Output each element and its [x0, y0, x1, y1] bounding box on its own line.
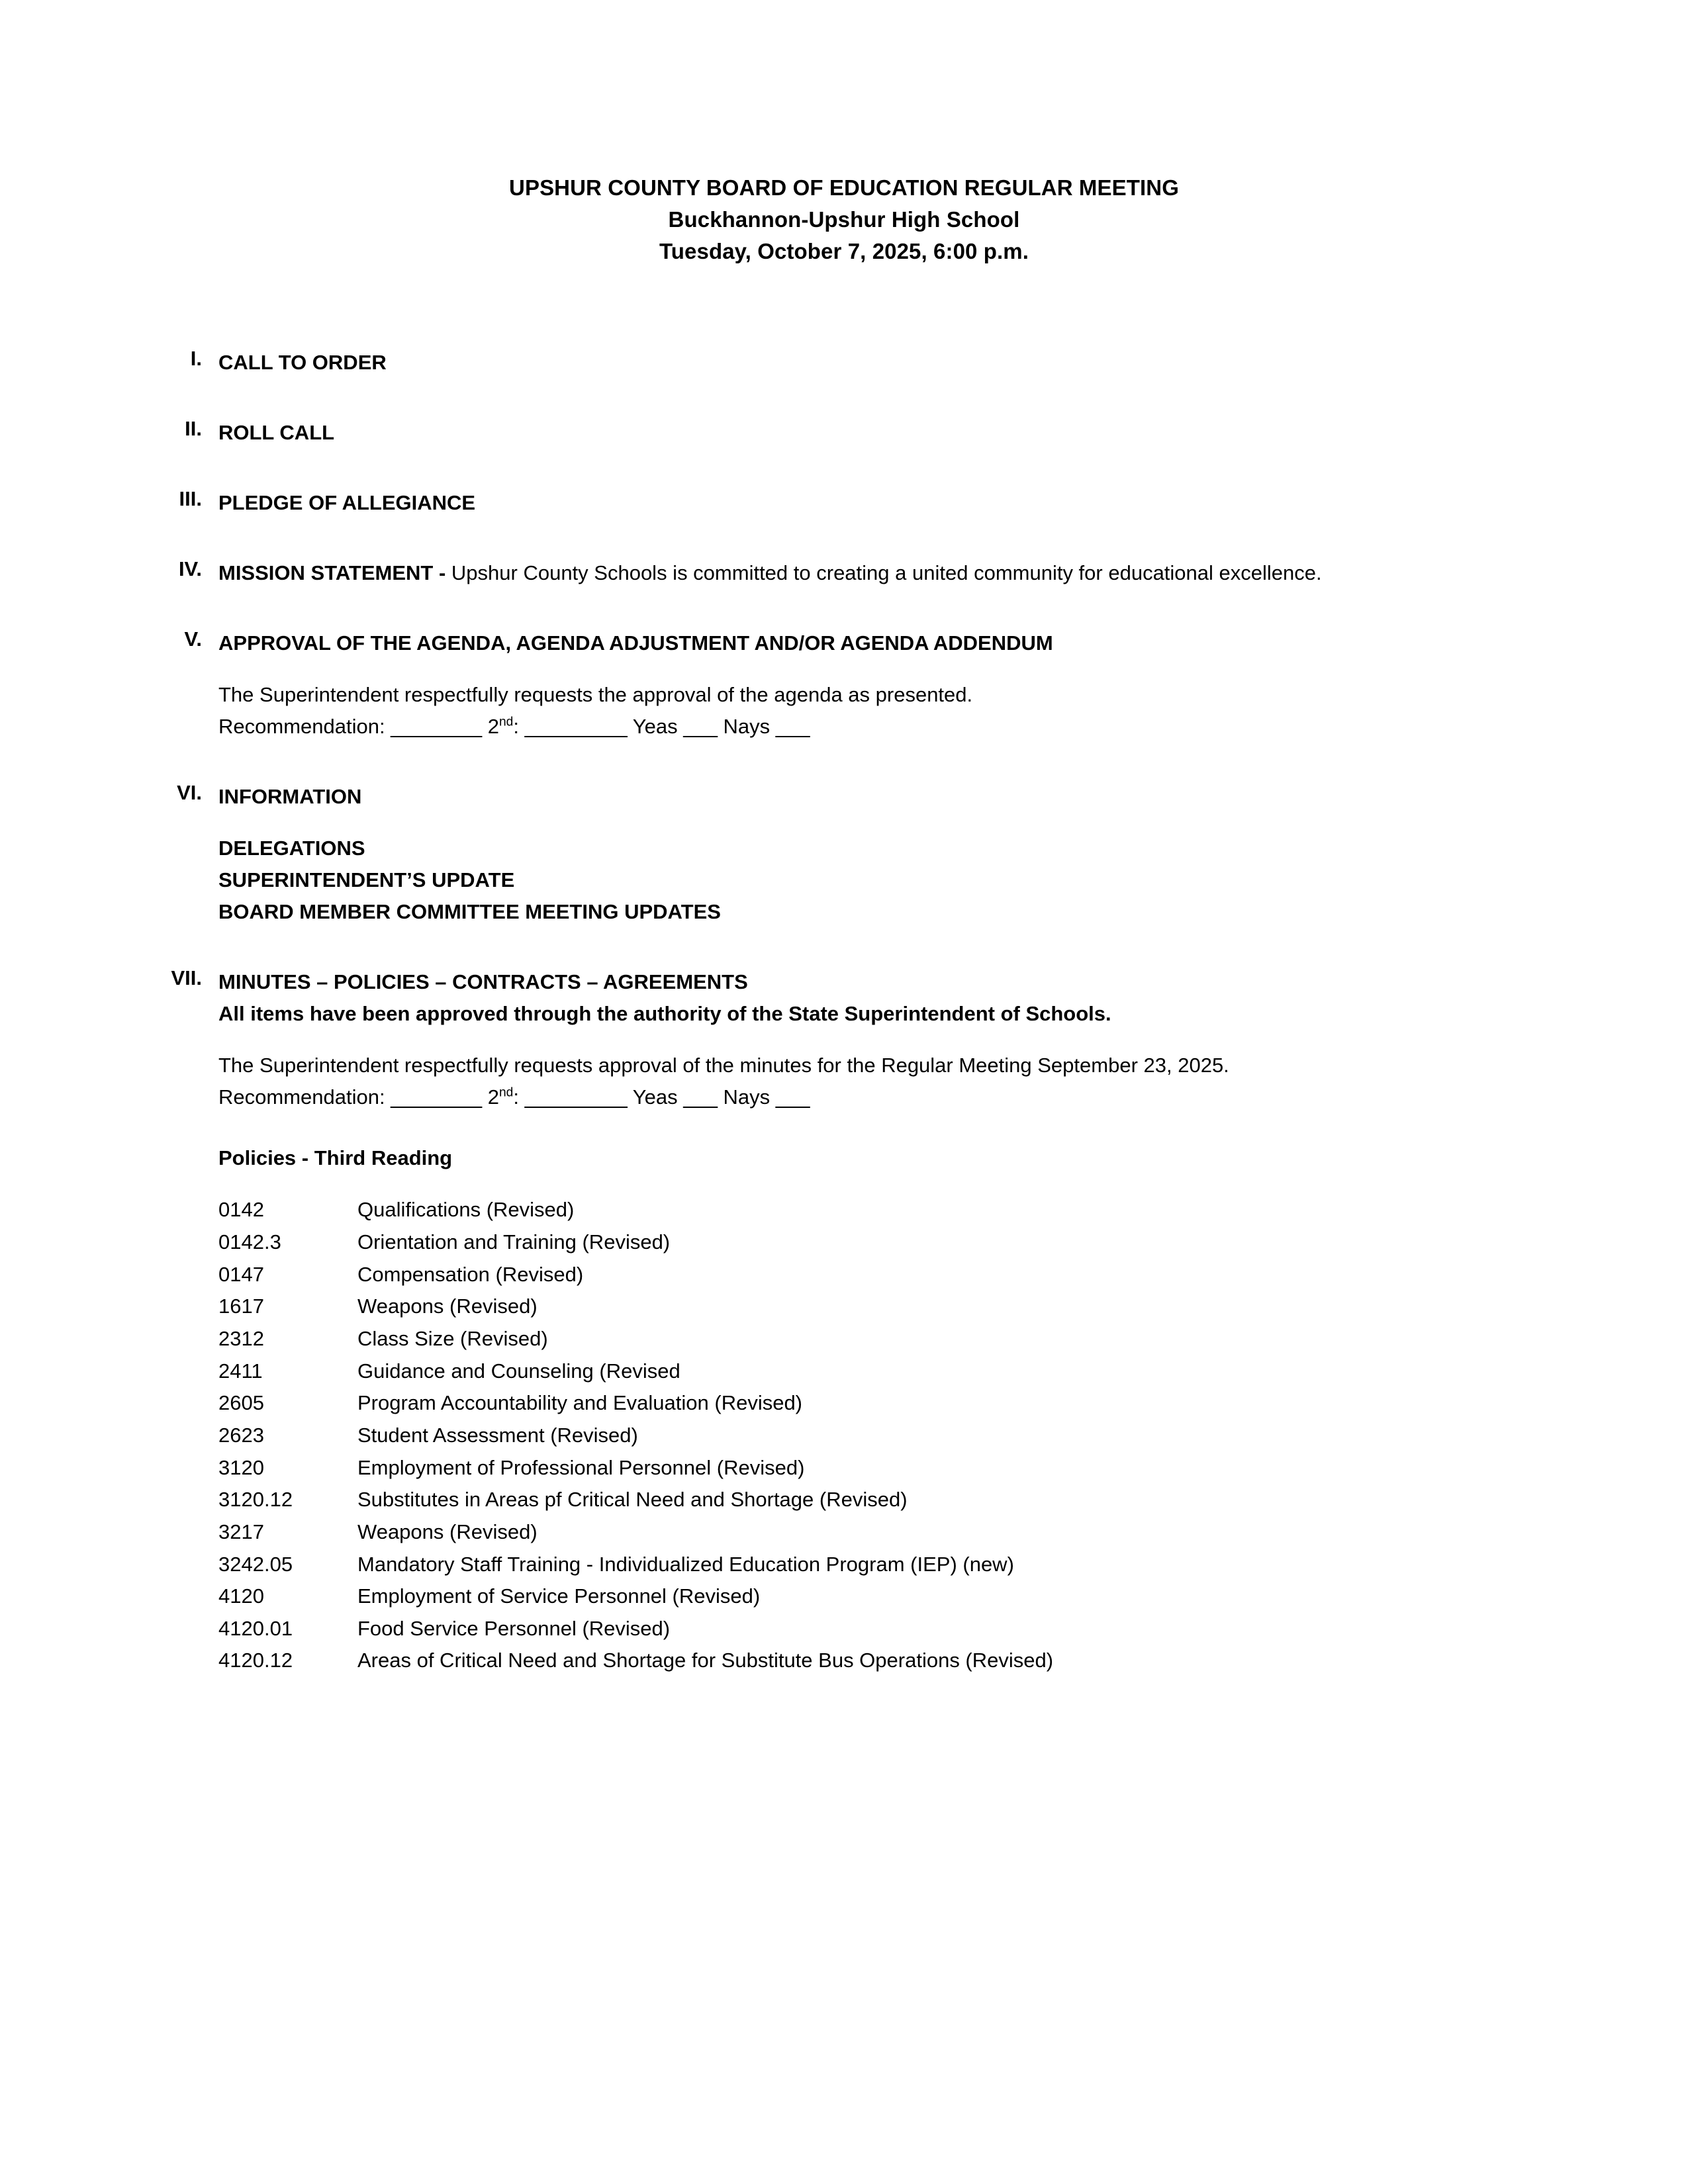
- table-row: [218, 1580, 1053, 1613]
- policy-description: Employment of Professional Personnel (Revised): [357, 1455, 805, 1479]
- policy-code: 2312: [218, 1326, 264, 1350]
- agenda-item-numeral: I.: [190, 346, 202, 370]
- policy-description: Student Assessment (Revised): [357, 1423, 638, 1447]
- information-subitem-superintendents-update: SUPERINTENDENT’S UPDATE: [218, 868, 515, 891]
- policies-third-reading-heading: Policies - Third Reading: [218, 1146, 453, 1170]
- recommendation-ordinal: nd: [498, 715, 514, 729]
- policy-code: 3120.12: [218, 1488, 293, 1512]
- agenda-item-numeral: IV.: [178, 557, 202, 580]
- agenda-item-numeral: VI.: [177, 780, 202, 804]
- table-row: [218, 1387, 1053, 1420]
- policy-description: Compensation (Revised): [357, 1262, 584, 1286]
- document-header: [132, 172, 1556, 267]
- header-line-organization: UPSHUR COUNTY BOARD OF EDUCATION REGULAR MEETING: [509, 175, 1179, 200]
- table-row: [218, 1549, 1053, 1581]
- policy-description: Employment of Service Personnel (Revised): [357, 1584, 761, 1608]
- table-row: [218, 1323, 1053, 1355]
- policy-description: Substitutes in Areas pf Critical Need and Shortage (Revised): [357, 1488, 908, 1512]
- recommendation-post: : _________ Yeas ___ Nays ___: [513, 714, 810, 738]
- mission-text: Upshur County Schools is committed to creating a united community for educational excellence.: [451, 561, 1322, 584]
- policy-code: 3242.05: [218, 1552, 293, 1576]
- recommendation-pre: Recommendation: ________ 2: [218, 714, 499, 738]
- recommendation-pre: Recommendation: ________ 2: [218, 1085, 499, 1109]
- agenda-item-title: APPROVAL OF THE AGENDA, AGENDA ADJUSTMENT AND/OR AGENDA ADDENDUM: [218, 631, 1053, 655]
- table-row: [218, 1516, 1053, 1549]
- agenda-item-title: INFORMATION: [218, 784, 362, 808]
- approval-recommendation-line: [218, 711, 1556, 743]
- agenda-item-numeral: VII.: [171, 966, 202, 990]
- header-line-location: Buckhannon-Upshur High School: [668, 206, 1020, 232]
- policy-code: 4120.01: [218, 1616, 293, 1640]
- policy-description: Weapons (Revised): [357, 1295, 538, 1318]
- policy-description: Areas of Critical Need and Shortage for Substitute Bus Operations (Revised): [357, 1649, 1054, 1672]
- agenda-item-title: [218, 561, 1322, 584]
- table-row: [218, 1452, 1053, 1484]
- header-line-datetime: Tuesday, October 7, 2025, 6:00 p.m.: [659, 238, 1029, 263]
- policy-code: 4120.12: [218, 1649, 293, 1672]
- policy-code: 2623: [218, 1423, 264, 1447]
- agenda-item-information: [177, 780, 1556, 928]
- table-row: [218, 1613, 1053, 1645]
- agenda-item-mission-statement: [178, 557, 1556, 589]
- table-row: [218, 1259, 1053, 1291]
- policy-description: Program Accountability and Evaluation (Revised): [357, 1391, 803, 1415]
- agenda-item-numeral: II.: [185, 416, 202, 440]
- table-row: [218, 1645, 1053, 1677]
- policy-description: Food Service Personnel (Revised): [357, 1616, 671, 1640]
- policy-description: Orientation and Training (Revised): [357, 1230, 671, 1253]
- policy-code: 2605: [218, 1391, 264, 1415]
- table-row: [218, 1226, 1053, 1259]
- policy-code: 0142.3: [218, 1230, 281, 1253]
- agenda-item-minutes-policies-contracts-agreements: [171, 966, 1556, 1677]
- agenda-item-numeral: V.: [184, 627, 202, 651]
- policies-table-body: [218, 1194, 1053, 1677]
- agenda-item-roll-call: [185, 416, 1556, 449]
- policy-description: Class Size (Revised): [357, 1326, 548, 1350]
- agenda-item-call-to-order: [190, 346, 1556, 379]
- agenda-item-title: MINUTES – POLICIES – CONTRACTS – AGREEMENTS: [218, 970, 748, 994]
- policy-code: 0142: [218, 1198, 264, 1222]
- minutes-recommendation-line: [218, 1081, 1556, 1113]
- recommendation-ordinal: nd: [498, 1085, 514, 1100]
- agenda-item-numeral: III.: [179, 486, 202, 510]
- policy-code: 3217: [218, 1520, 264, 1543]
- policy-description: Mandatory Staff Training - Individualized Education Program (IEP) (new): [357, 1552, 1014, 1576]
- information-subitem-committee-updates: BOARD MEMBER COMMITTEE MEETING UPDATES: [218, 900, 721, 923]
- policy-code: 3120: [218, 1455, 264, 1479]
- agenda-item-pledge-of-allegiance: [179, 486, 1556, 519]
- agenda-item-title: CALL TO ORDER: [218, 350, 387, 374]
- table-row: [218, 1355, 1053, 1388]
- table-row: [218, 1291, 1053, 1323]
- policy-description: Qualifications (Revised): [357, 1198, 575, 1222]
- policy-code: 4120: [218, 1584, 264, 1608]
- minutes-approval-note: All items have been approved through the authority of the State Superintendent of Schools.: [218, 1002, 1111, 1026]
- information-subitem-delegations: DELEGATIONS: [218, 836, 365, 860]
- recommendation-post: : _________ Yeas ___ Nays ___: [513, 1085, 810, 1109]
- policy-code: 0147: [218, 1262, 264, 1286]
- mission-label: MISSION STATEMENT -: [218, 561, 451, 584]
- table-row: [218, 1420, 1053, 1452]
- table-row: [218, 1484, 1053, 1516]
- agenda-list: [132, 347, 1556, 1678]
- policy-code: 2411: [218, 1359, 263, 1383]
- agenda-item-title: ROLL CALL: [218, 420, 335, 444]
- agenda-item-approval-of-agenda: [184, 627, 1556, 743]
- agenda-item-title: PLEDGE OF ALLEGIANCE: [218, 490, 476, 514]
- minutes-request-text: The Superintendent respectfully requests approval of the minutes for the Regular Meeting September 23, 2025.: [218, 1054, 1229, 1077]
- table-row: [218, 1194, 1053, 1226]
- policies-table: [218, 1194, 1053, 1677]
- approval-request-text: The Superintendent respectfully requests the approval of the agenda as presented.: [218, 682, 973, 706]
- policy-description: Guidance and Counseling (Revised: [357, 1359, 680, 1383]
- policy-code: 1617: [218, 1295, 264, 1318]
- policy-description: Weapons (Revised): [357, 1520, 538, 1543]
